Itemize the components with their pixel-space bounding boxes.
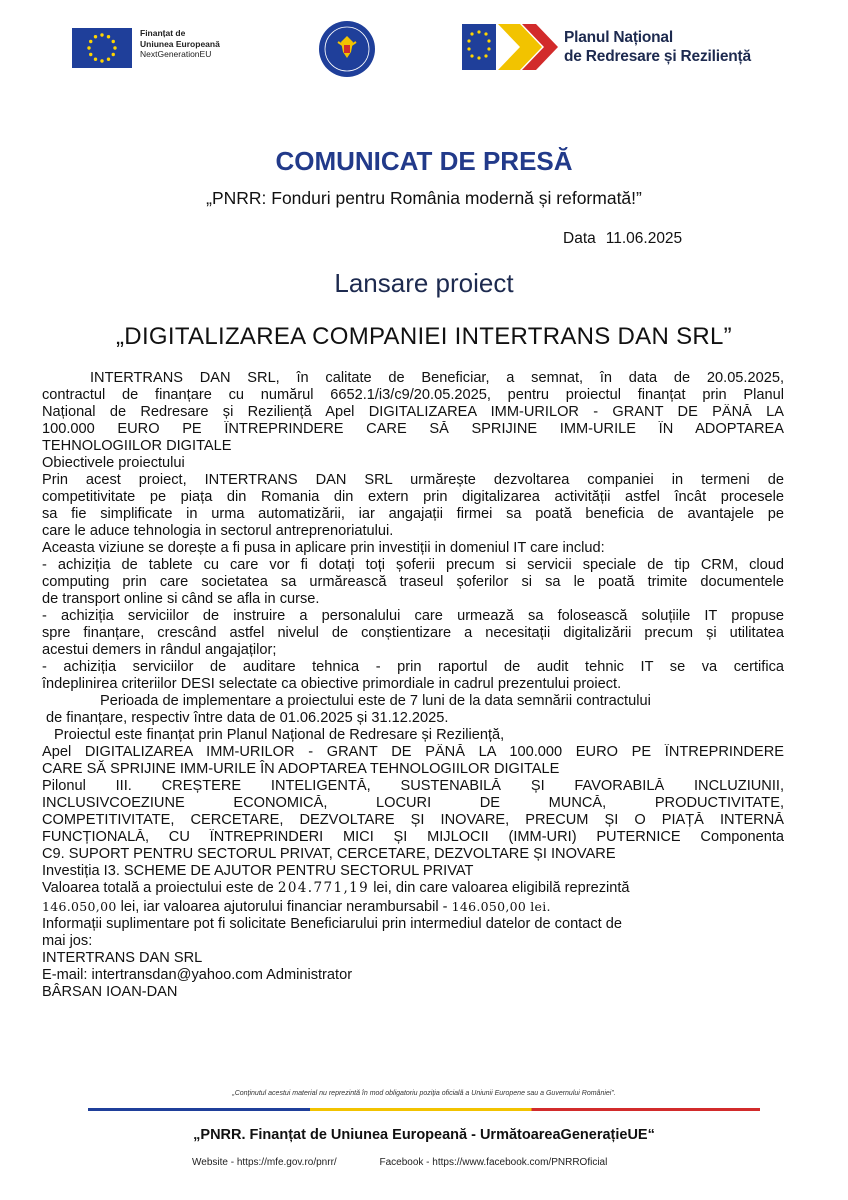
body-line: care le aduce tehnologia in sectorul antreprenoriatului. — [42, 523, 394, 539]
footer-links — [192, 1157, 607, 1168]
info-line: Informații suplimentare pot fi solicitate Beneficiarului prin intermediul datelor de contact de — [42, 916, 622, 932]
eu-logo-line2: Uniunea Europeană — [140, 38, 220, 49]
page-subtitle: „PNRR: Fonduri pentru România modernă și reformată!” — [206, 188, 642, 208]
list-item: computing prin care societatea sa urmărească traseul șoferilor si sa le poată trimite documentele — [42, 574, 784, 590]
body-line: de finanțare, respectiv între data de 01.06.2025 și 31.12.2025. — [46, 710, 449, 726]
list-item: - achiziția serviciilor de auditare tehnica - prin raportul de audit tehnic IT se va certifica — [42, 659, 784, 675]
footer-disclaimer: „Conținutul acestui material nu reprezintă în mod obligatoriu poziția oficială a Uniunii Europene sau a Guvernului României”. — [232, 1090, 616, 1097]
value-grant: 146.050,00 — [451, 899, 527, 914]
project-name: „DIGITALIZAREA COMPANIEI INTERTRANS DAN SRL” — [116, 323, 732, 350]
body-line: INTERTRANS DAN SRL, în calitate de Beneficiar, a semnat, în data de 20.05.2025, — [90, 370, 784, 386]
pnrr-logo-line1: Planul Național — [564, 29, 673, 46]
value-text: Valoarea totală a proiectului este de — [42, 880, 274, 896]
list-item: acestui demers in rândul angajaților; — [42, 642, 277, 658]
list-item: îndeplinirea criteriilor DESI selectate ca obiective primordiale in cadrul prezentului proiect. — [42, 676, 622, 692]
info-line: mai jos: — [42, 933, 93, 949]
body-line: TEHNOLOGIILOR DIGITALE — [42, 438, 232, 454]
body-line: COMPETITIVITATE, CERCETARE, DEZVOLTARE ȘI INOVARE, PRECUM ȘI O PIAȚĂ INTERNĂ — [42, 812, 784, 828]
body-text — [42, 370, 784, 1001]
list-item: - achiziția serviciilor de instruire a personalului care urmează sa folosească soluțiile IT propuse — [42, 608, 784, 624]
contact-person: BÂRSAN IOAN-DAN — [42, 984, 178, 1000]
pnrr-logo-line2: de Redresare și Reziliență — [564, 48, 751, 65]
pnrr-flag-arrow-icon — [462, 22, 558, 72]
body-line: INCLUSIVCOEZIUNE ECONOMICĂ, LOCURI DE MUNCĂ, PRODUCTIVITATE, — [42, 795, 784, 811]
body-line: Prin acest proiect, INTERTRANS DAN SRL urmărește dezvoltarea companiei in termeni de — [42, 472, 784, 488]
body-line: Apel DIGITALIZAREA IMM-URILOR - GRANT DE PÂNĂ LA 100.000 EURO PE ÎNTREPRINDERE — [42, 744, 784, 760]
footer-slogan: „PNRR. Finanțat de Uniunea Europeană - UrmătoareaGenerațieUE“ — [193, 1127, 655, 1143]
launch-heading: Lansare proiect — [334, 268, 514, 298]
page-title: COMUNICAT DE PRESĂ — [275, 146, 573, 176]
body-line: contractul de finanțare cu numărul 6652.1/i3/c9/20.05.2025, pentru proiectul finanțat prin Planul — [42, 387, 784, 403]
date — [563, 230, 682, 248]
value-text: lei, din care valoarea eligibilă reprezintă — [373, 880, 630, 896]
body-line: Investiția I3. SCHEME DE AJUTOR PENTRU SECTORUL PRIVAT — [42, 863, 474, 879]
body-line: CARE SĂ SPRIJINE IMM-URILE ÎN ADOPTAREA TEHNOLOGIILOR DIGITALE — [42, 761, 560, 777]
value-line-1 — [42, 880, 784, 898]
section-heading: Obiectivele proiectului — [42, 455, 185, 471]
body-line: 100.000 EURO PE ÎNTREPRINDERE CARE SĂ SPRIJINE IMM-URILE ÎN ADOPTAREA — [42, 421, 784, 437]
eu-logo-text — [140, 28, 220, 60]
list-item: spre finanțare, crescând astfel nivelul de conștientizare a necesitații digitalizării precum și utilitatea — [42, 625, 784, 641]
eu-logo-line1: Finanțat de — [140, 28, 186, 38]
date-label: Data — [563, 230, 596, 247]
body-line: sa fie simplificate in urma automatizării, iar angajații firmei sa poată beneficia de avantajele pe — [42, 506, 784, 522]
value-line-2 — [42, 898, 784, 916]
value-eligible: 146.050,00 — [42, 899, 117, 914]
footer-website-link[interactable]: Website - https://mfe.gov.ro/pnrr/ — [192, 1157, 337, 1168]
footer-color-bar — [88, 1108, 760, 1111]
body-line: Aceasta viziune se dorește a fi pusa in aplicare prin investiții in domeniul IT care includ: — [42, 540, 605, 556]
pnrr-logo-text — [564, 28, 751, 66]
body-line: Național de Redresare și Reziliență Apel DIGITALIZAREA IMM-URILOR - GRANT DE PÂNĂ LA — [42, 404, 784, 420]
government-romania-seal-icon — [318, 20, 376, 78]
list-item: de transport online si când se afla in curse. — [42, 591, 320, 607]
eu-funding-logo — [72, 28, 220, 68]
value-text: lei, iar valoarea ajutorului financiar nerambursabil - — [120, 899, 448, 915]
body-line: Perioada de implementare a proiectului este de 7 luni de la data semnării contractului — [100, 693, 651, 709]
date-value: 11.06.2025 — [605, 230, 683, 247]
value-text: lei. — [530, 899, 551, 914]
list-item: - achiziția de tablete cu care vor fi dotați toți șoferii precum si servicii speciale de tip CRM, cloud — [42, 557, 784, 573]
eu-logo-line3: NextGenerationEU — [140, 49, 212, 59]
body-line: competitivitate pe piața din Romania din extern prin digitalizarea activității astfel încât procesele — [42, 489, 784, 505]
body-line: FUNCȚIONALĂ, CU ÎNTREPRINDERI MICI ȘI MIJLOCII (IMM-URI) PUTERNICE Componenta — [42, 829, 784, 845]
body-line: Proiectul este finanțat prin Planul Național de Redresare și Reziliență, — [54, 727, 505, 743]
footer-facebook-link[interactable]: Facebook - https://www.facebook.com/PNRROficial — [379, 1157, 608, 1168]
body-line: C9. SUPORT PENTRU SECTORUL PRIVAT, CERCETARE, DEZVOLTARE ȘI INOVARE — [42, 846, 616, 862]
contact-company: INTERTRANS DAN SRL — [42, 950, 203, 966]
contact-email: E-mail: intertransdan@yahoo.com Administrator — [42, 967, 353, 983]
eu-flag-icon — [72, 28, 132, 68]
body-line: Pilonul III. CREȘTERE INTELIGENTĂ, SUSTENABILĂ ȘI FAVORABILĂ INCLUZIUNII, — [42, 778, 784, 794]
pnrr-logo — [462, 22, 751, 72]
value-total: 204.771,19 — [277, 880, 370, 896]
